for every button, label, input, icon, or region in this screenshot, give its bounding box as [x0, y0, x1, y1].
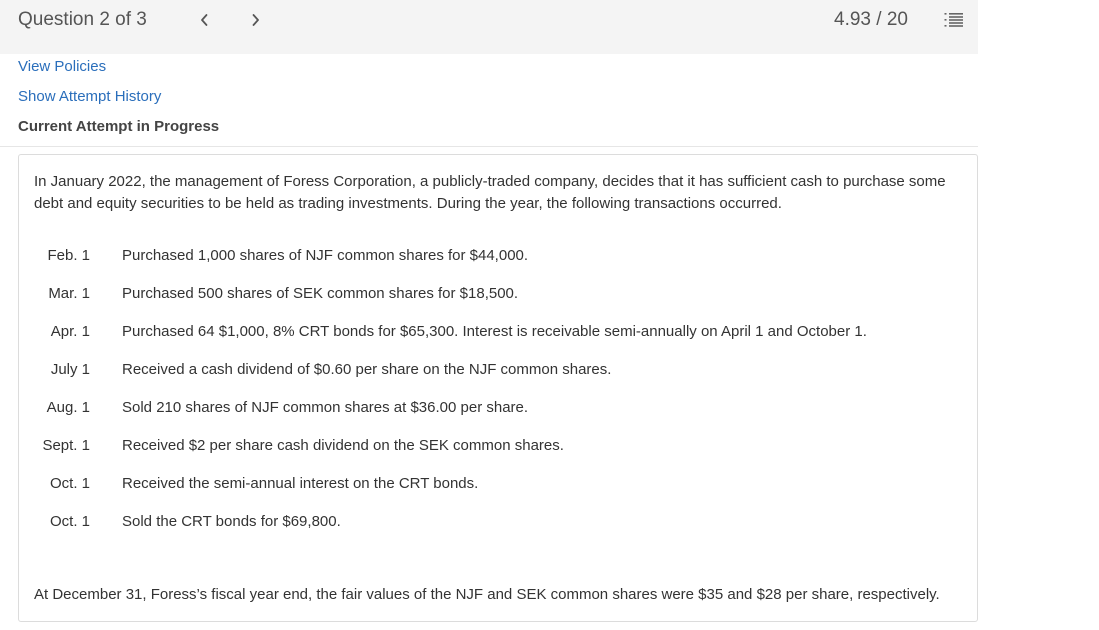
- transaction-row: [19, 398, 977, 418]
- transaction-description: Purchased 64 $1,000, 8% CRT bonds for $65,300. Interest is receivable semi-annually on April 1 and October 1.: [122, 323, 867, 340]
- transaction-row: [19, 360, 977, 380]
- question-title: Question 2 of 3: [18, 9, 147, 30]
- transaction-date: Mar. 1: [48, 285, 90, 302]
- numbered-list-icon: [944, 10, 964, 30]
- transaction-date: Feb. 1: [47, 247, 90, 264]
- transaction-row: [19, 284, 977, 304]
- transaction-date: Apr. 1: [50, 323, 90, 340]
- closing-note: At December 31, Foress’s fiscal year end, the fair values of the NJF and SEK common shares were $35 and $28 per share, respectively.: [34, 586, 940, 603]
- transaction-date: July 1: [50, 361, 90, 378]
- chevron-right-icon: [251, 13, 261, 27]
- transaction-date: Oct. 1: [49, 513, 90, 530]
- next-question-button[interactable]: [249, 10, 263, 30]
- transaction-row: [19, 322, 977, 342]
- transaction-date: Oct. 1: [49, 475, 90, 492]
- transaction-description: Received the semi-annual interest on the CRT bonds.: [122, 475, 479, 492]
- question-intro: In January 2022, the management of Foress Corporation, a publicly-traded company, decides that it has sufficient cash to purchase some debt and equity securities to be held as trading investments. During the year, the following transactions occurred.: [34, 173, 946, 212]
- attempt-status: Current Attempt in Progress: [18, 118, 220, 135]
- chevron-left-icon: [199, 13, 209, 27]
- view-policies-link[interactable]: View Policies: [18, 58, 107, 75]
- transaction-description: Received a cash dividend of $0.60 per share on the NJF common shares.: [122, 361, 612, 378]
- question-content-box: [18, 154, 978, 622]
- transaction-date: Sept. 1: [42, 437, 90, 454]
- transaction-row: [19, 436, 977, 456]
- question-header: [0, 0, 978, 54]
- transaction-description: Received $2 per share cash dividend on the SEK common shares.: [122, 437, 564, 454]
- previous-question-button[interactable]: [197, 10, 211, 30]
- question-list-button[interactable]: [944, 10, 964, 30]
- transaction-description: Purchased 1,000 shares of NJF common shares for $44,000.: [122, 247, 529, 264]
- transaction-date: Aug. 1: [46, 399, 90, 416]
- show-attempt-history-link[interactable]: Show Attempt History: [18, 88, 162, 105]
- transaction-description: Purchased 500 shares of SEK common shares for $18,500.: [122, 285, 519, 302]
- transaction-row: [19, 512, 977, 532]
- score-display: 4.93 / 20: [834, 9, 908, 30]
- transaction-row: [19, 246, 977, 266]
- transaction-row: [19, 474, 977, 494]
- transaction-description: Sold the CRT bonds for $69,800.: [122, 513, 341, 530]
- attempt-links-area: [0, 54, 978, 147]
- transaction-description: Sold 210 shares of NJF common shares at $36.00 per share.: [122, 399, 529, 416]
